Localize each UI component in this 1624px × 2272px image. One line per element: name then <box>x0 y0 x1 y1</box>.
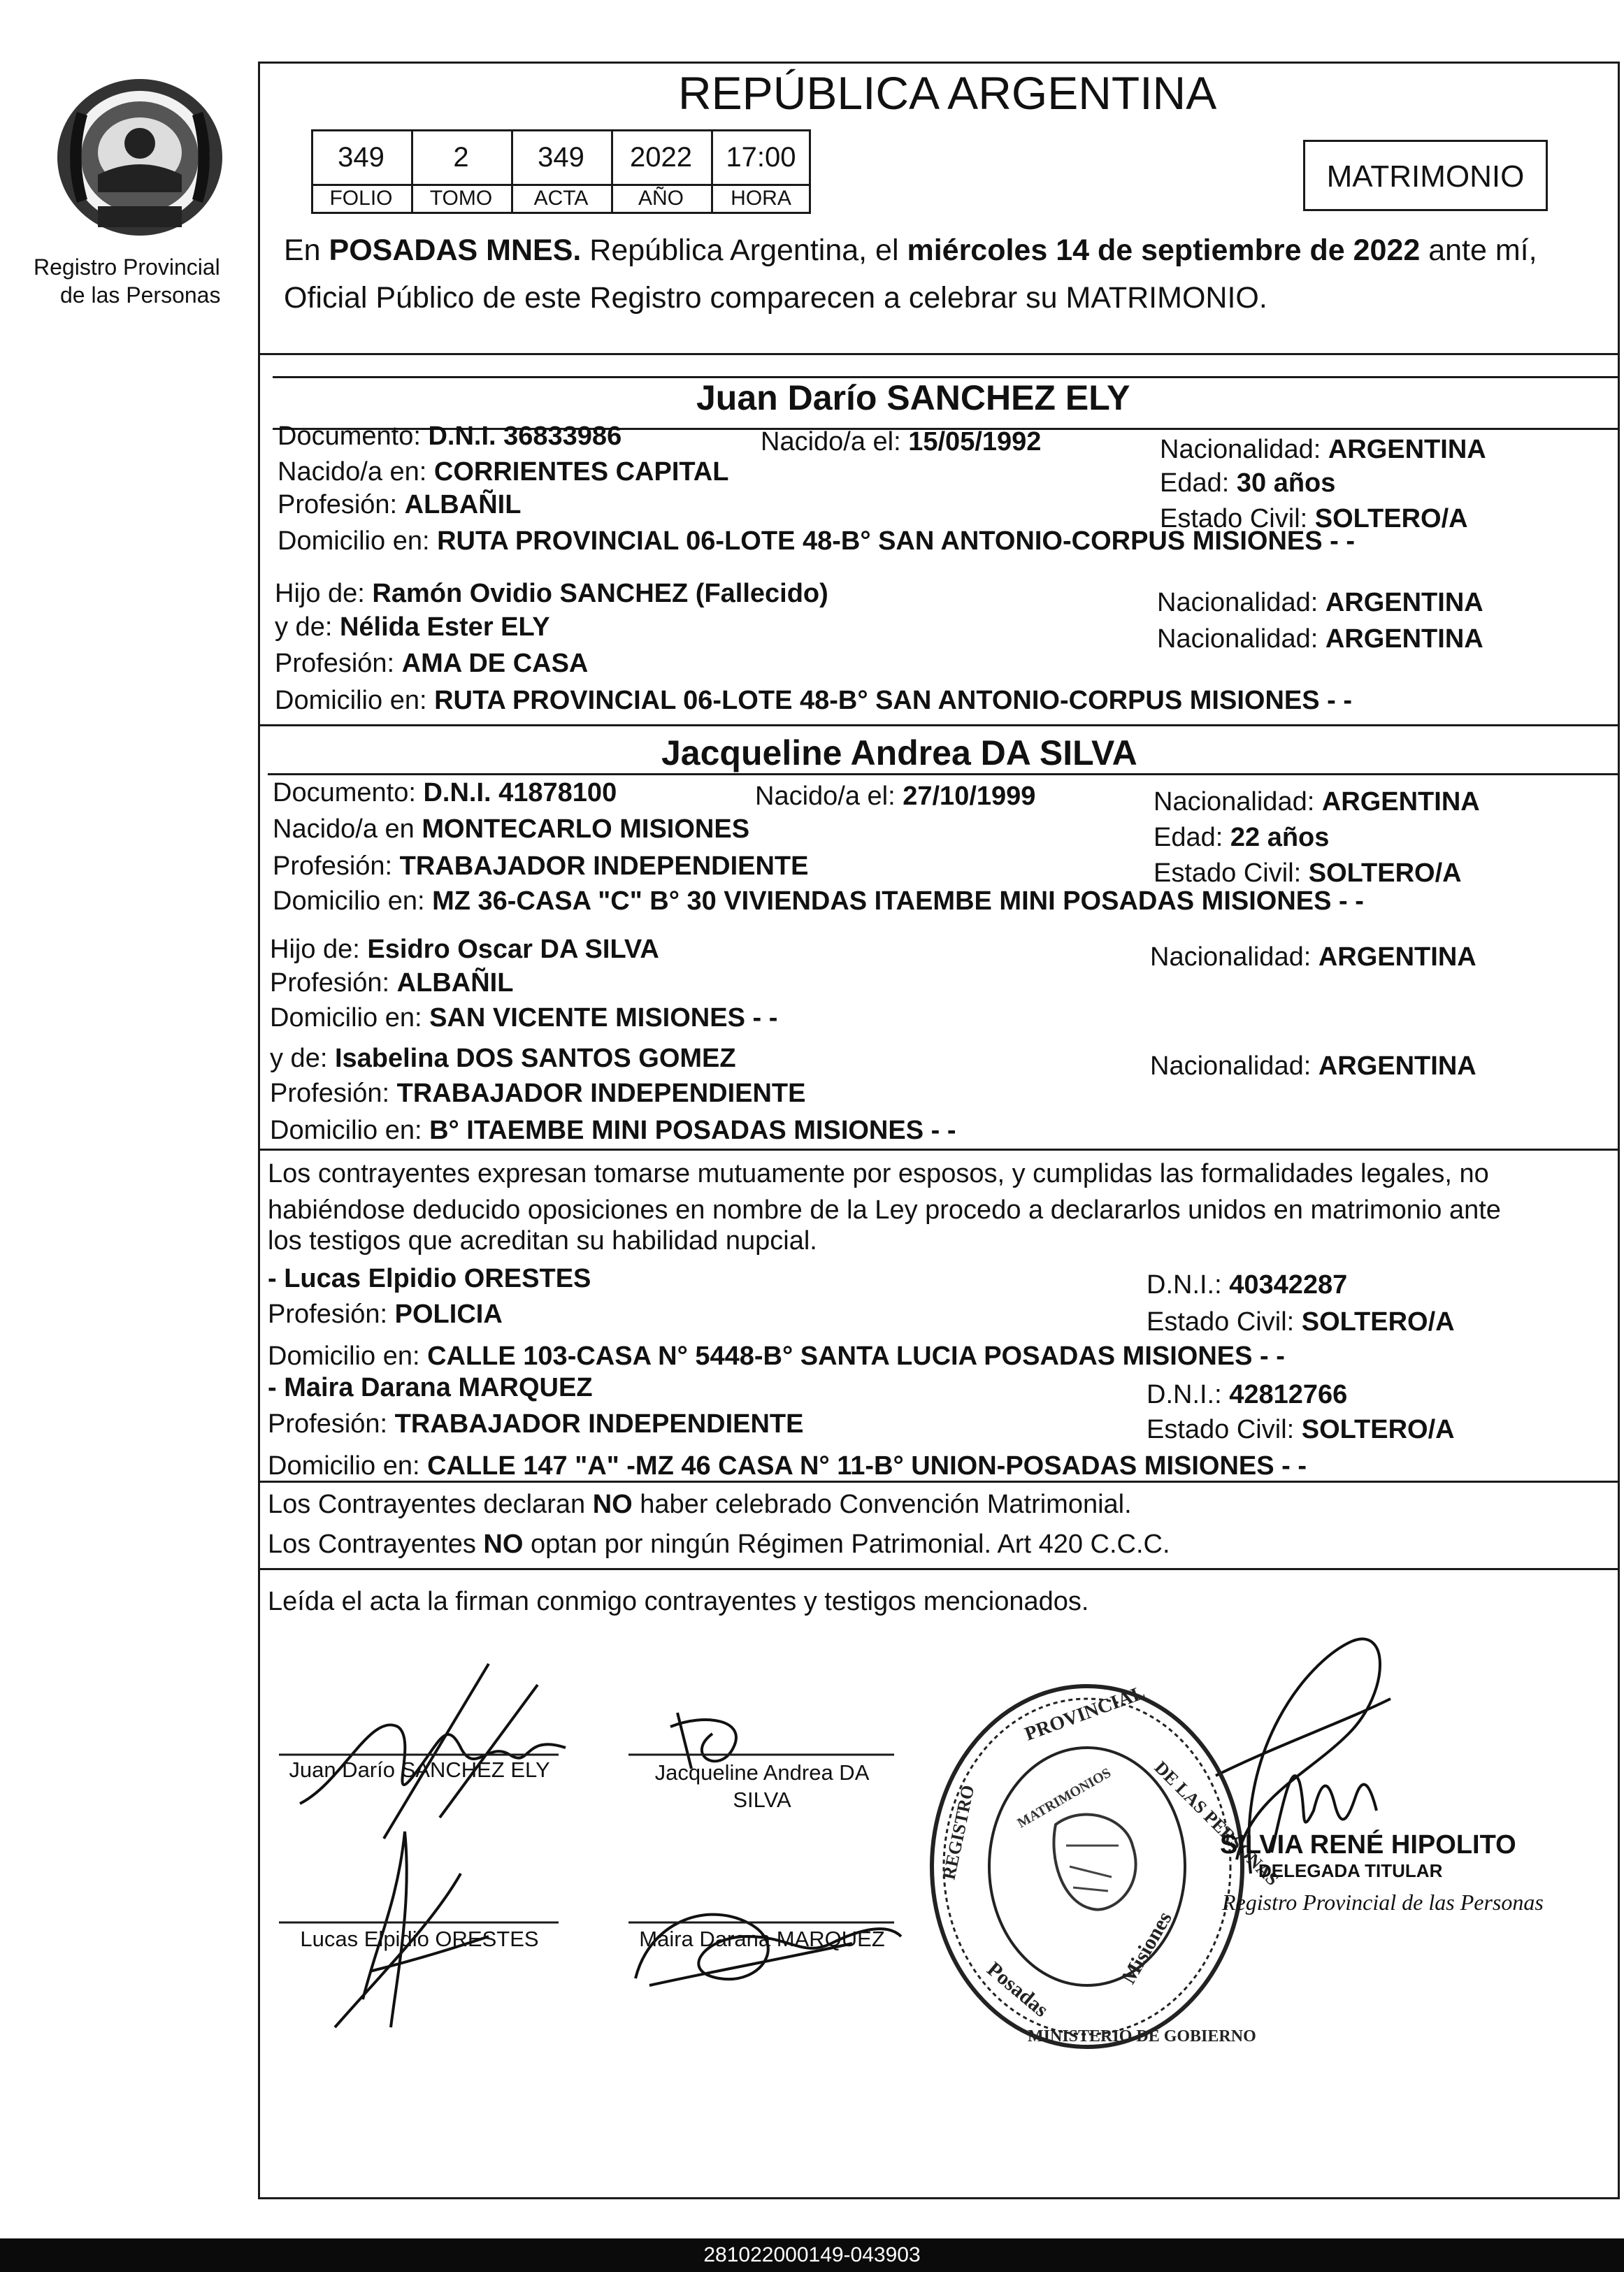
spouse2-nationality: Nacionalidad: ARGENTINA <box>1154 787 1480 817</box>
spouse2-father-profession: Profesión: ALBAÑIL <box>270 968 514 998</box>
spouse1-parents-address: Domicilio en: RUTA PROVINCIAL 06-LOTE 48-B° SAN ANTONIO-CORPUS MISIONES - - <box>275 686 1353 715</box>
spouse2-profession: Profesión: TRABAJADOR INDEPENDIENTE <box>273 851 809 881</box>
svg-text:Misiones: Misiones <box>1116 1907 1177 1988</box>
tomo-value: 2 <box>453 142 469 173</box>
spouse1-name: Juan Darío SANCHEZ ELY <box>696 378 1130 417</box>
spouse1-father-nationality: Nacionalidad: ARGENTINA <box>1157 588 1483 617</box>
witness1-address: Domicilio en: CALLE 103-CASA N° 5448-B° SANTA LUCIA POSADAS MISIONES - - <box>268 1342 1285 1371</box>
spouse1-address: Domicilio en: RUTA PROVINCIAL 06-LOTE 48-B° SAN ANTONIO-CORPUS MISIONES - - <box>278 526 1356 556</box>
acta-value: 349 <box>538 142 584 173</box>
spouse2-father: Hijo de: Esidro Oscar DA SILVA <box>270 935 659 964</box>
svg-text:MATRIMONIOS: MATRIMONIOS <box>1014 1764 1114 1832</box>
divider <box>258 1481 1620 1483</box>
spouse2-address: Domicilio en: MZ 36-CASA "C" B° 30 VIVIENDAS ITAEMBE MINI POSADAS MISIONES - - <box>273 886 1364 916</box>
witness1-civil-status: Estado Civil: SOLTERO/A <box>1147 1307 1455 1337</box>
witness2-dni: D.N.I.: 42812766 <box>1147 1380 1348 1409</box>
spouse1-birth-date: Nacido/a el: 15/05/1992 <box>761 427 1042 456</box>
spouse2-civil-status: Estado Civil: SOLTERO/A <box>1154 858 1462 888</box>
patrimonial-regime: Los Contrayentes NO optan por ningún Régimen Patrimonial. Art 420 C.C.C. <box>268 1530 1170 1559</box>
witness2-profession: Profesión: TRABAJADOR INDEPENDIENTE <box>268 1409 804 1439</box>
spouse2-mother: y de: Isabelina DOS SANTOS GOMEZ <box>270 1044 736 1073</box>
spouse1-document: Documento: D.N.I. 36833986 <box>278 422 622 451</box>
signature-label-spouse2-line1: Jacqueline Andrea DA <box>654 1760 870 1785</box>
year-label: AÑO <box>638 187 684 210</box>
spouse2-birth-place: Nacido/a en MONTECARLO MISIONES <box>273 814 750 844</box>
witness1-name: - Lucas Elpidio ORESTES <box>268 1264 591 1293</box>
registry-caption-line1: Registro Provincial <box>34 254 220 280</box>
svg-text:MINISTERIO DE GOBIERNO: MINISTERIO DE GOBIERNO <box>1028 2027 1256 2045</box>
signature-label-spouse2-line2: SILVA <box>733 1788 791 1812</box>
svg-text:DE LAS PERSONAS: DE LAS PERSONAS <box>1150 1757 1283 1890</box>
hour-label: HORA <box>731 187 791 210</box>
spouse2-father-address: Domicilio en: SAN VICENTE MISIONES - - <box>270 1003 778 1033</box>
witness1-profession: Profesión: POLICIA <box>268 1300 503 1329</box>
witness2-address: Domicilio en: CALLE 147 "A" -MZ 46 CASA N° 11-B° UNION-POSADAS MISIONES - - <box>268 1451 1307 1481</box>
registry-caption-line2: de las Personas <box>60 282 221 308</box>
tomo-label: TOMO <box>429 187 493 210</box>
divider <box>258 353 1620 355</box>
year-value: 2022 <box>630 142 692 173</box>
spouse2-mother-address: Domicilio en: B° ITAEMBE MINI POSADAS MISIONES - - <box>270 1116 956 1145</box>
declaration-line1: Los contrayentes expresan tomarse mutuamente por esposos, y cumplidas las formalidades legales, no <box>268 1159 1489 1188</box>
spouse2-document: Documento: D.N.I. 41878100 <box>273 778 617 807</box>
divider <box>258 724 1620 726</box>
spouse1-mother: y de: Nélida Ester ELY <box>275 612 550 642</box>
spouse1-mother-nationality: Nacionalidad: ARGENTINA <box>1157 624 1483 654</box>
spouse2-mother-nationality: Nacionalidad: ARGENTINA <box>1150 1051 1476 1081</box>
witness2-name: - Maira Darana MARQUEZ <box>268 1373 593 1402</box>
divider <box>268 773 1620 775</box>
witness2-civil-status: Estado Civil: SOLTERO/A <box>1147 1415 1455 1444</box>
page-title: REPÚBLICA ARGENTINA <box>678 67 1217 119</box>
spouse1-mother-profession: Profesión: AMA DE CASA <box>275 649 589 678</box>
spouse2-mother-profession: Profesión: TRABAJADOR INDEPENDIENTE <box>270 1079 806 1108</box>
svg-text:Posadas: Posadas <box>982 1957 1053 2022</box>
spouse1-civil-status: Estado Civil: SOLTERO/A <box>1160 504 1468 533</box>
svg-text:REGISTRO: REGISTRO <box>938 1783 979 1882</box>
official-title: DELEGADA TITULAR <box>1258 1860 1443 1881</box>
province-seal <box>49 70 231 245</box>
signature-label-spouse1: Juan Darío SANCHEZ ELY <box>289 1757 550 1782</box>
spouse1-profession: Profesión: ALBAÑIL <box>278 490 522 519</box>
closing-statement: Leída el acta la firman conmigo contrayentes y testigos mencionados. <box>268 1587 1089 1616</box>
document-code: 281022000149-043903 <box>703 2243 921 2266</box>
record-number-table <box>311 129 811 213</box>
spouse1-nationality: Nacionalidad: ARGENTINA <box>1160 435 1486 464</box>
record-type-box <box>1303 140 1548 211</box>
official-stamp <box>923 1678 1283 2055</box>
intro-line1: En POSADAS MNES. República Argentina, el miércoles 14 de septiembre de 2022 ante mí, <box>284 233 1537 267</box>
divider <box>258 1149 1620 1151</box>
divider <box>258 1568 1620 1570</box>
folio-value: 349 <box>338 142 385 173</box>
spouse2-birth-date: Nacido/a el: 27/10/1999 <box>755 782 1036 811</box>
declaration-line2: habiéndose deducido oposiciones en nombre de la Ley procedo a declararlos unidos en matrimonio ante <box>268 1195 1501 1225</box>
spouse1-age: Edad: 30 años <box>1160 468 1336 498</box>
hour-value: 17:00 <box>726 142 796 173</box>
folio-label: FOLIO <box>329 187 393 210</box>
signature-label-witness1: Lucas Elpidio ORESTES <box>300 1927 539 1951</box>
spouse2-father-nationality: Nacionalidad: ARGENTINA <box>1150 942 1476 972</box>
footer-bar <box>0 2238 1624 2272</box>
convention-declaration: Los Contrayentes declaran NO haber celebrado Convención Matrimonial. <box>268 1490 1132 1519</box>
spouse1-birth-place: Nacido/a en: CORRIENTES CAPITAL <box>278 457 729 487</box>
official-name: SILVIA RENÉ HIPOLITO <box>1220 1830 1516 1860</box>
acta-label: ACTA <box>533 187 589 210</box>
record-type: MATRIMONIO <box>1326 159 1525 194</box>
declaration-line3: los testigos que acreditan su habilidad nupcial. <box>268 1226 817 1256</box>
official-office: Registro Provincial de las Personas <box>1222 1890 1544 1915</box>
intro-line2: Oficial Público de este Registro comparecen a celebrar su MATRIMONIO. <box>284 281 1267 315</box>
spouse2-name: Jacqueline Andrea DA SILVA <box>661 733 1137 772</box>
signature-label-witness2: Maira Darana MARQUEZ <box>639 1927 885 1951</box>
spouse2-age: Edad: 22 años <box>1154 823 1330 852</box>
svg-text:PROVINCIAL: PROVINCIAL <box>1021 1681 1148 1746</box>
spouse1-father: Hijo de: Ramón Ovidio SANCHEZ (Fallecido) <box>275 579 828 608</box>
witness1-dni: D.N.I.: 40342287 <box>1147 1270 1348 1300</box>
